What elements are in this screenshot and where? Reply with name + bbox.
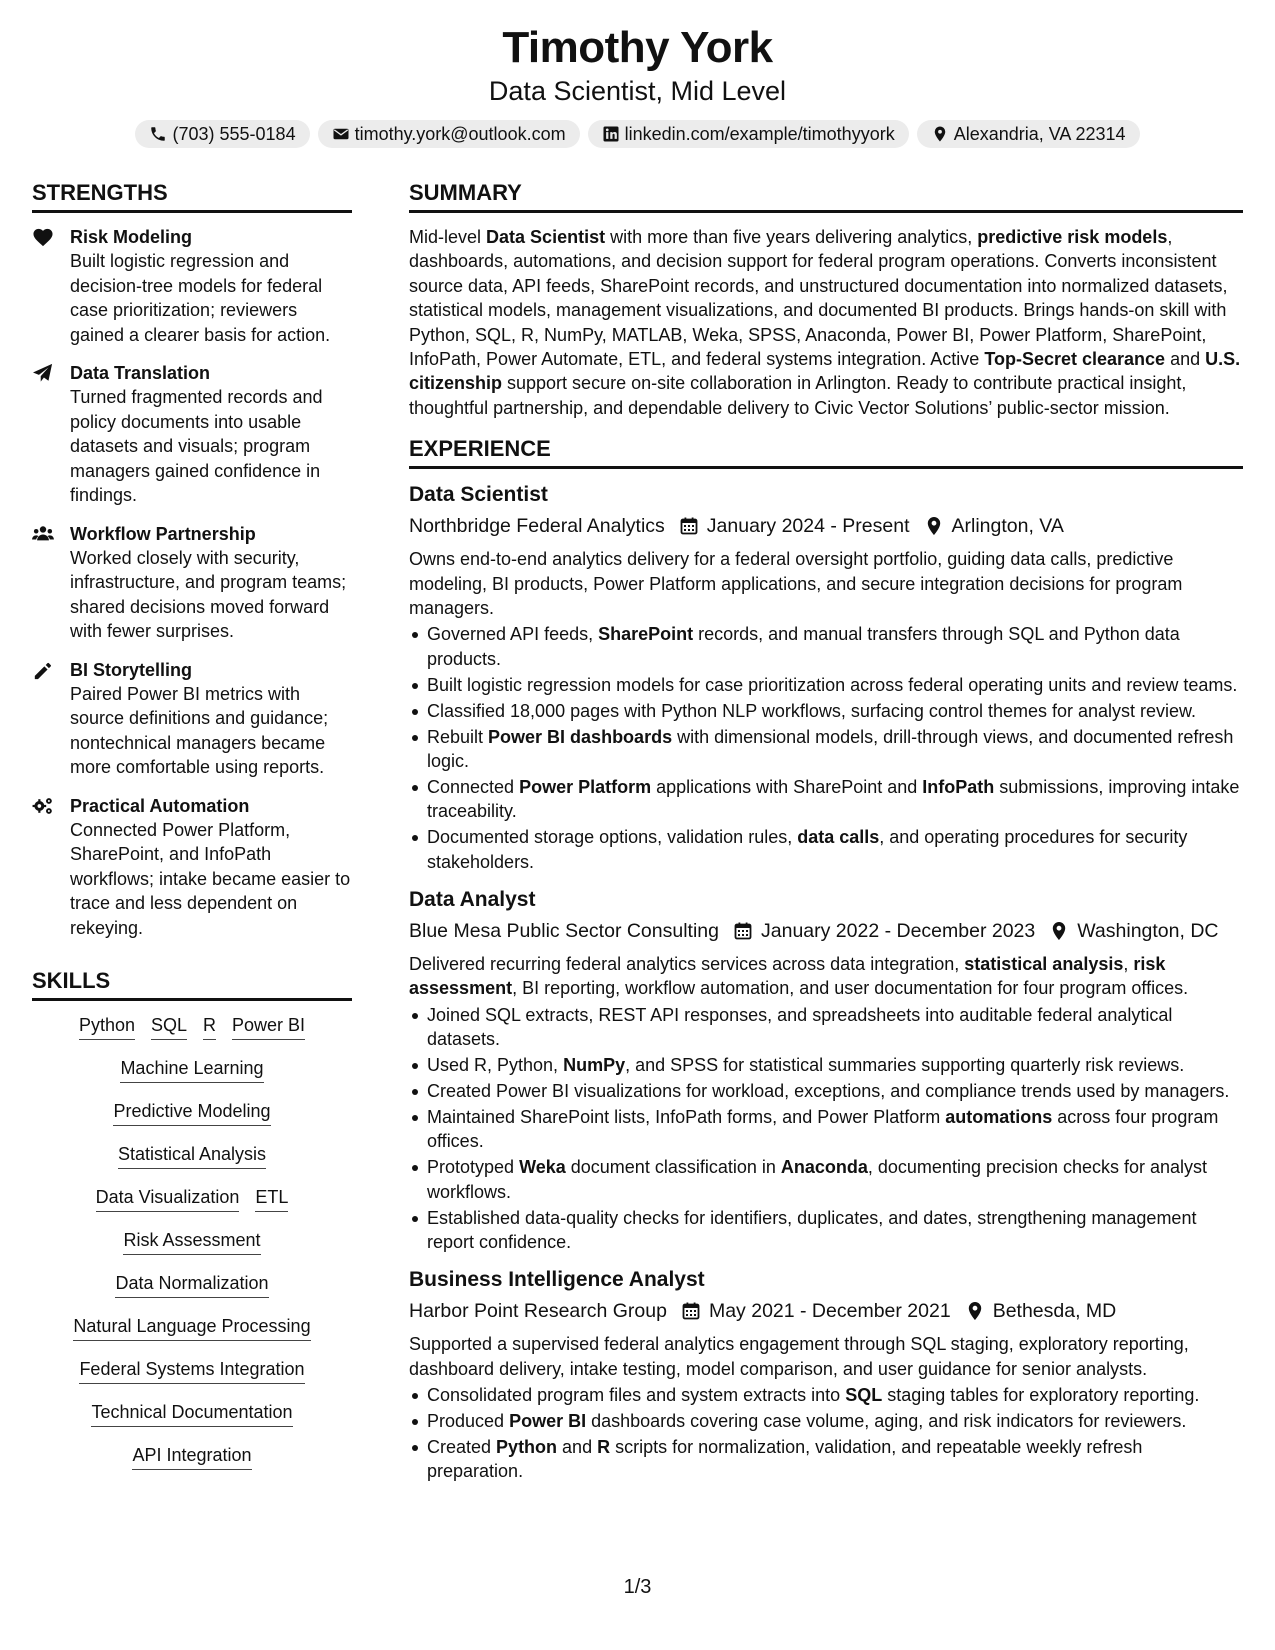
text-run: Produced [427,1411,510,1432]
map-marker-icon [1049,921,1069,941]
job-company: Harbor Point Research Group [409,1300,667,1323]
strength-desc: Built logistic regression and decision-tree models for federal case prioritization; reviewers gained a clearer basis for action. [70,251,331,345]
calendar-icon [681,1301,701,1321]
pencil-icon [32,658,56,780]
job-entry [409,886,1243,1254]
bold-text: Weka [519,1157,566,1178]
job-location: Washington, DC [1077,920,1219,943]
contact-linkedin[interactable] [588,120,909,148]
resume-header [0,22,1275,148]
job-entry [409,1266,1243,1483]
candidate-name: Timothy York [502,23,773,72]
text-run: support secure on-site collaboration in Arlington. Ready to contribute practical insight, thoughtful partnership, and dependable delivery to Civic Vector Solutions’ public-sector mission. [409,373,1187,418]
text-run: scripts for normalization, validation, and repeatable weekly refresh preparation. [427,1437,1143,1482]
candidate-title: Data Scientist, Mid Level [488,76,787,106]
strength-item [32,658,352,780]
job-bullets [409,1383,1243,1484]
skill-tag: Power BI [232,1013,305,1040]
job-meta [409,1296,1243,1326]
job-meta [409,511,1243,541]
job-company: Northbridge Federal Analytics [409,515,665,538]
skill-tag: Technical Documentation [91,1400,292,1427]
text-run: Created [427,1437,497,1458]
calendar-icon [679,516,699,536]
job-bullet [409,725,1243,774]
text-run: dashboards covering case volume, aging, and risk indicators for reviewers. [586,1411,1187,1432]
gears-icon [32,794,56,941]
text-run: Supported a supervised federal analytics engagement through SQL staging, exploratory reporting, dashboard delivery, intake testing, model comparison, and user guidance for senior analysts. [409,1334,1189,1379]
paper-plane-icon [32,361,56,508]
job-title: Data Scientist [409,483,548,507]
skill-row [32,1443,352,1470]
job-title: Business Intelligence Analyst [409,1268,705,1292]
text-run: Connected [427,776,520,797]
bold-text: Power BI dashboards [488,726,673,747]
job-company: Blue Mesa Public Sector Consulting [409,920,719,943]
bold-text: Anaconda [780,1157,868,1178]
job-bullet [409,1053,1243,1077]
map-marker-icon [965,1301,985,1321]
contact-location[interactable] [917,120,1140,148]
skill-row [32,1314,352,1341]
job-bullets [409,1003,1243,1255]
skill-tag: Python [79,1013,135,1040]
text-run: across four program offices. [427,1106,1219,1152]
skill-row [32,1142,352,1169]
contact-email[interactable] [318,120,580,148]
text-run: with more than five years delivering analytics, [605,227,978,247]
bold-text: Power Platform [519,776,652,797]
experience-heading: EXPERIENCE [409,434,1243,469]
job-bullet [409,1206,1243,1255]
skill-tag: SQL [151,1013,187,1040]
text-run: Owns end-to-end analytics delivery for a federal oversight portfolio, guiding data calls, predictive modeling, BI products, Power Platform applications, and secure integration decisions for program managers. [409,549,1183,619]
job-description [409,952,1243,1001]
text-run: Rebuilt [427,726,489,747]
job-bullet [409,699,1243,723]
bold-text: R [597,1437,611,1458]
skill-tag: API Integration [132,1443,251,1470]
text-run: Delivered recurring federal analytics services across data integration, [409,954,965,975]
bold-text: statistical analysis [964,954,1124,975]
skill-tag: Data Visualization [96,1185,240,1212]
bold-text: NumPy [563,1055,626,1076]
job-bullet [409,825,1243,874]
text-run: Consolidated program files and system extracts into [427,1385,846,1406]
skill-row [32,1271,352,1298]
skill-tag: R [203,1013,216,1040]
job-location: Arlington, VA [951,515,1064,538]
left-column [32,178,352,1486]
strength-title: Practical Automation [70,795,250,816]
skill-row [32,1400,352,1427]
job-bullet [409,775,1243,824]
strength-desc: Paired Power BI metrics with source definitions and guidance; nontechnical managers became more comfortable using reports. [70,683,329,777]
users-icon [32,522,56,644]
text-run: with dimensional models, drill-through views, and documented refresh logic. [427,726,1234,771]
contact-bar [0,120,1275,148]
job-bullet [409,673,1243,697]
linkedin-icon [602,125,620,143]
experience-list [409,481,1243,1484]
strength-desc: Connected Power Platform, SharePoint, and InfoPath workflows; intake became easier to trace and less dependent on rekeying. [70,819,351,938]
strength-title: BI Storytelling [70,659,193,680]
right-column [409,178,1243,1496]
contact-text: (703) 555-0184 [172,124,296,144]
skills-list [32,1013,352,1470]
strengths-heading: STRENGTHS [32,178,352,213]
job-bullet [409,1079,1243,1103]
contact-phone[interactable] [135,120,309,148]
text-run: staging tables for exploratory reporting. [882,1385,1200,1406]
text-run: Mid-level [409,227,487,247]
page-number: 1/3 [623,1576,652,1598]
bold-text: Python [496,1437,558,1458]
contact-text: Alexandria, VA 22314 [953,124,1126,144]
bold-text: Power BI [509,1411,587,1432]
skill-tag: Data Normalization [115,1271,268,1298]
heart-icon [32,225,56,347]
text-run: document classification in [565,1157,781,1178]
text-run: , BI reporting, workflow automation, and user documentation for four program offices. [512,978,1189,999]
map-marker-icon [924,516,944,536]
skill-tag: Machine Learning [120,1056,263,1083]
job-bullet [409,1155,1243,1204]
strength-item [32,794,352,941]
text-run: and [557,1437,598,1458]
bold-text: automations [945,1106,1053,1127]
job-dates: May 2021 - December 2021 [708,1300,951,1323]
job-description [409,1332,1243,1381]
text-run: Built logistic regression models for case prioritization across federal operating units and review teams. [427,674,1238,695]
skill-row [32,1056,352,1083]
job-bullet [409,1383,1243,1407]
skill-tag: Natural Language Processing [73,1314,310,1341]
text-run: , and operating procedures for security stakeholders. [427,827,1188,872]
map-marker-icon [931,125,949,143]
skill-tag: Predictive Modeling [113,1099,270,1126]
text-run: Documented storage options, validation rules, [427,827,798,848]
text-run: and [1165,349,1206,370]
summary-text [409,225,1243,420]
job-bullet [409,1409,1243,1433]
strength-desc: Worked closely with security, infrastructure, and program teams; shared decisions moved forward with fewer surprises. [70,547,347,641]
job-location: Bethesda, MD [992,1300,1117,1323]
skill-row [32,1013,352,1040]
text-run: applications with SharePoint and [651,776,923,797]
skill-tag: Statistical Analysis [118,1142,266,1169]
text-run: , [1123,954,1134,975]
text-run: , documenting precision checks for analyst workflows. [427,1157,1208,1202]
text-run: Created Power BI visualizations for workload, exceptions, and compliance trends used by managers. [427,1081,1230,1102]
strength-item [32,225,352,347]
text-run: Classified 18,000 pages with Python NLP workflows, surfacing control themes for analyst review. [427,700,1197,721]
strength-title: Workflow Partnership [70,523,256,544]
strength-title: Data Translation [70,363,211,383]
text-run: submissions, improving intake traceability. [427,776,1240,822]
job-meta [409,916,1243,946]
skill-row [32,1357,352,1384]
strength-item [32,522,352,644]
bold-text: data calls [797,827,880,848]
bold-text: risk assessment [409,954,1166,999]
phone-icon [149,125,167,143]
text-run: Prototyped [427,1157,520,1178]
text-run: Maintained SharePoint lists, InfoPath forms, and Power Platform [427,1106,946,1127]
skills-heading: SKILLS [32,966,352,1001]
bold-text: InfoPath [922,776,995,797]
bold-text: SQL [845,1385,883,1406]
bold-text: predictive risk models [977,227,1168,247]
strength-item [32,361,352,508]
skill-row [32,1185,352,1212]
job-description [409,547,1243,620]
text-run: records, and manual transfers through SQL and Python data products. [427,624,1180,669]
strength-title: Risk Modeling [70,227,193,247]
skill-row [32,1228,352,1255]
summary-heading: SUMMARY [409,178,1243,213]
skill-tag: ETL [255,1185,288,1212]
skill-tag: Risk Assessment [123,1228,260,1255]
calendar-icon [733,921,753,941]
text-run: Established data-quality checks for identifiers, duplicates, and dates, strengthening management report confidence. [427,1207,1197,1252]
job-bullets [409,622,1243,874]
job-entry [409,481,1243,874]
text-run: , dashboards, automations, and decision support for federal program operations. Converts inconsistent source data, API feeds, SharePoint records, and unstructured documentation into normalized datasets, statistical models, management visualizations, and documented BI products. Brings hands-on skill with Python, SQL, R, NumPy, MATLAB, Weka, SPSS, Anaconda, Power BI, Power Platform, SharePoint, InfoPath, Power Automate, ETL, and federal systems integration. Active [409,227,1228,370]
job-title: Data Analyst [409,888,536,912]
contact-text: linkedin.com/example/timothyyork [624,124,895,144]
text-run: , and SPSS for statistical summaries supporting quarterly risk reviews. [625,1055,1185,1076]
bold-text: Data Scientist [486,227,606,247]
bold-text: SharePoint [598,624,694,645]
text-run: Governed API feeds, [427,624,599,645]
text-run: Used R, Python, [427,1055,564,1076]
skill-tag: Federal Systems Integration [79,1357,304,1384]
bold-text: U.S. citizenship [409,349,1241,394]
envelope-icon [332,125,350,143]
job-bullet [409,622,1243,671]
job-bullet [409,1003,1243,1052]
job-bullet [409,1105,1243,1154]
job-bullet [409,1435,1243,1484]
job-dates: January 2022 - December 2023 [761,920,1036,943]
contact-text: timothy.york@outlook.com [354,124,566,144]
bold-text: Top-Secret clearance [984,349,1166,370]
text-run: Joined SQL extracts, REST API responses, and spreadsheets into auditable federal analytical datasets. [427,1004,1173,1050]
job-dates: January 2024 - Present [706,515,910,538]
strength-desc: Turned fragmented records and policy documents into usable datasets and visuals; program managers gained confidence in findings. [70,387,323,505]
skill-row [32,1099,352,1126]
